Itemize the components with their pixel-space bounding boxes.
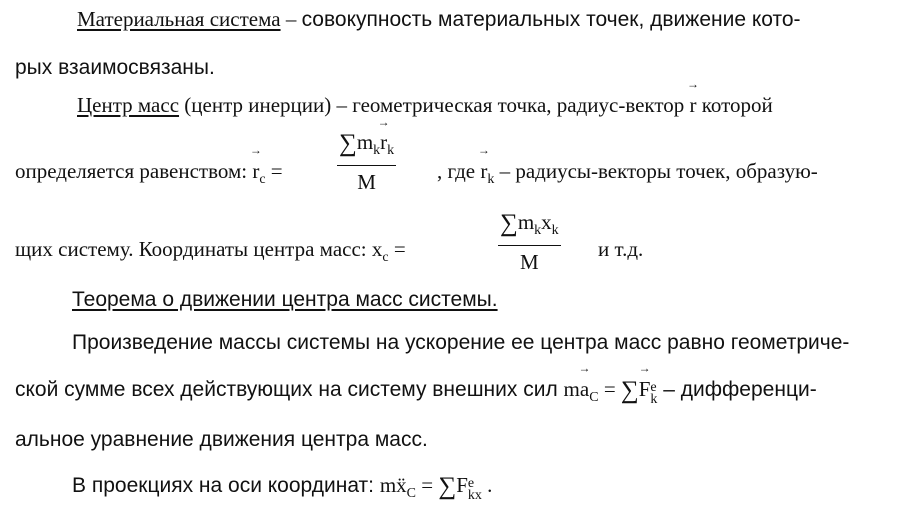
paragraph-material-system-line1: Материальная система – совокупность материальных точек, движение кото- <box>77 7 801 31</box>
rc-vector: → r <box>252 158 259 184</box>
force-vector: → F <box>639 376 651 402</box>
rk-vector: → r <box>480 158 487 184</box>
theorem-line4: В проекциях на оси координат: mẍ$_C$ = ∑F e kx . <box>72 473 493 503</box>
paragraph-center-of-mass-line2-left: определяется равенством: → $r_c$ = <box>15 158 283 193</box>
paragraph-center-of-mass-line3-left: щих систему. Координаты центра масс: $x_c$ = <box>15 237 406 265</box>
paragraph-center-of-mass-line1: Центр масс (центр инерции) – геометрическая точка, радиус-вектор → r которой <box>77 92 773 118</box>
formula-denominator: M <box>357 170 376 194</box>
radius-vector-symbol: → r <box>690 92 697 118</box>
theorem-line3: альное уравнение движения центра масс. <box>15 428 428 451</box>
paragraph-material-system-line2: рых взаимосвязаны. <box>15 56 215 79</box>
theorem-line2: ской сумме всех действующих на систему внешних сил $m\to a_C$ = ∑→ F e k – дифференци- <box>15 376 817 411</box>
acceleration-vector: → a <box>580 376 589 402</box>
term-center-of-mass: Центр масс <box>77 93 180 117</box>
formula-coordinate-fraction: $\sum m_kx_k$ M <box>500 210 559 274</box>
paragraph-center-of-mass-line3-right: и т.д. <box>598 237 644 261</box>
term-material-system: Материальная система <box>77 7 281 31</box>
definition-text: совокупность материальных точек, движение кото- <box>301 8 801 31</box>
paragraph-center-of-mass-line2-right: , где → $r_k$ – радиусы-векторы точек, образую- <box>437 158 818 193</box>
theorem-line1: Произведение массы системы на ускорение ее центра масс равно геометриче- <box>72 331 850 354</box>
theorem-title: Теорема о движении центра масс системы. <box>72 288 498 311</box>
formula-center-of-mass-fraction: $\sum m_k\to r_k$ M <box>337 130 396 194</box>
formula-denominator-2: M <box>519 250 539 274</box>
